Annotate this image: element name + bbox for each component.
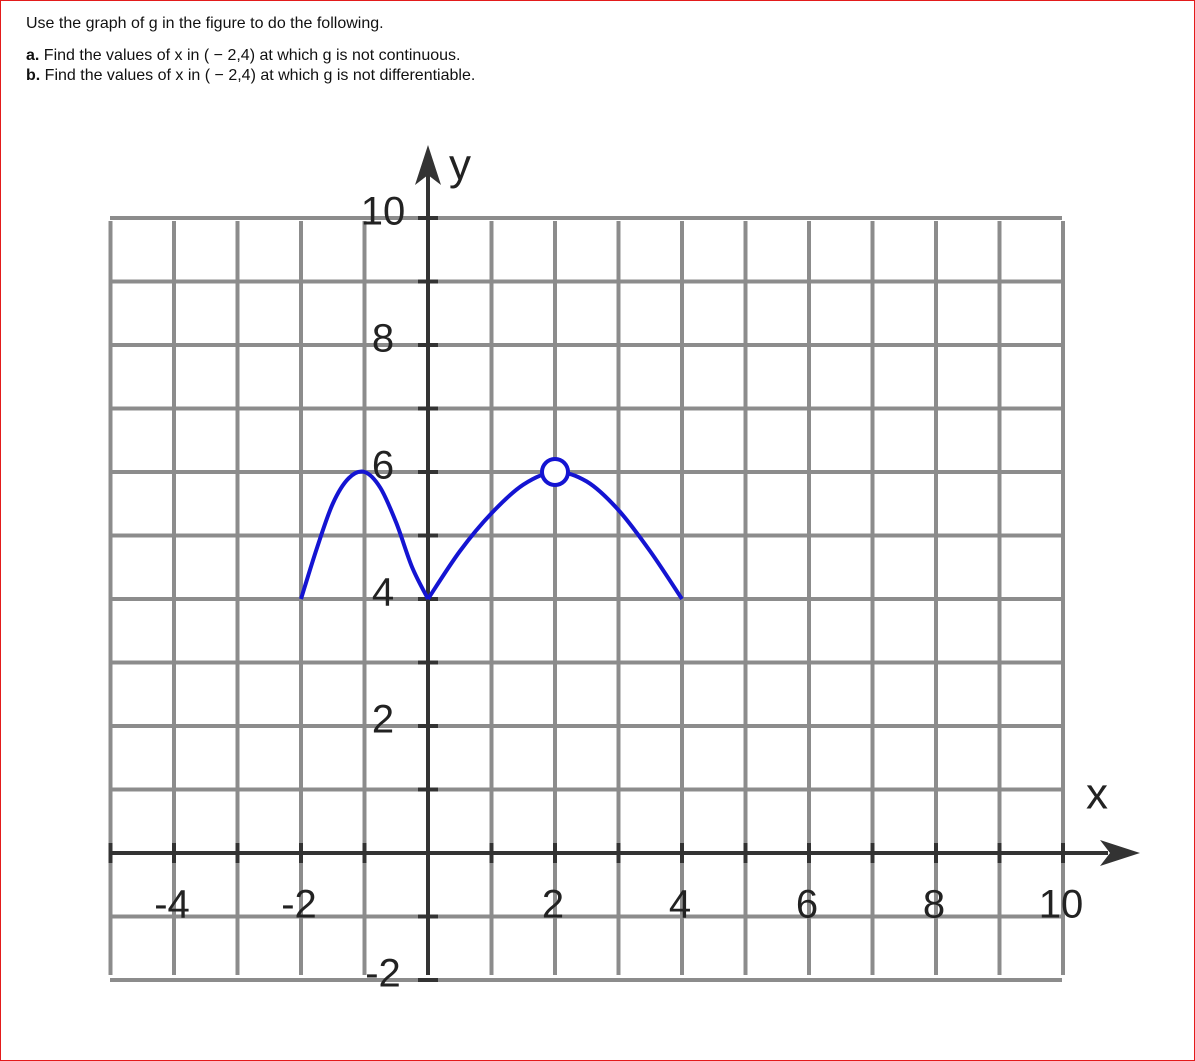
part-a-text: Find the values of x in ( − 2,4) at which g is not continuous. [43, 47, 461, 64]
x-tick-label: 8 [922, 882, 946, 927]
part-b-label: b. [26, 67, 41, 84]
y-tick-label: 4 [371, 570, 395, 615]
x-axis-title: x [1086, 769, 1108, 819]
grid [110, 218, 1063, 980]
x-tick-label: -4 [154, 882, 190, 927]
x-tick-label: -2 [281, 882, 317, 927]
y-tick-label: -2 [365, 951, 401, 996]
y-tick-label: 10 [360, 189, 406, 234]
part-a-label: a. [26, 47, 40, 64]
open-point [542, 459, 568, 485]
y-tick-label: 6 [371, 443, 395, 488]
x-tick-label: 2 [541, 882, 565, 927]
problem-intro: Use the graph of g in the figure to do the following. [26, 15, 384, 32]
x-tick-label: 10 [1038, 882, 1084, 927]
x-tick-label: 6 [795, 882, 819, 927]
y-axis-title: y [449, 140, 471, 190]
x-tick-label: 4 [668, 882, 692, 927]
part-b-text: Find the values of x in ( − 2,4) at which g is not differentiable. [44, 67, 476, 84]
y-tick-label: 2 [371, 697, 395, 742]
y-tick-label: 8 [371, 316, 395, 361]
axes [110, 145, 1140, 980]
tick-labels [154, 141, 1108, 996]
